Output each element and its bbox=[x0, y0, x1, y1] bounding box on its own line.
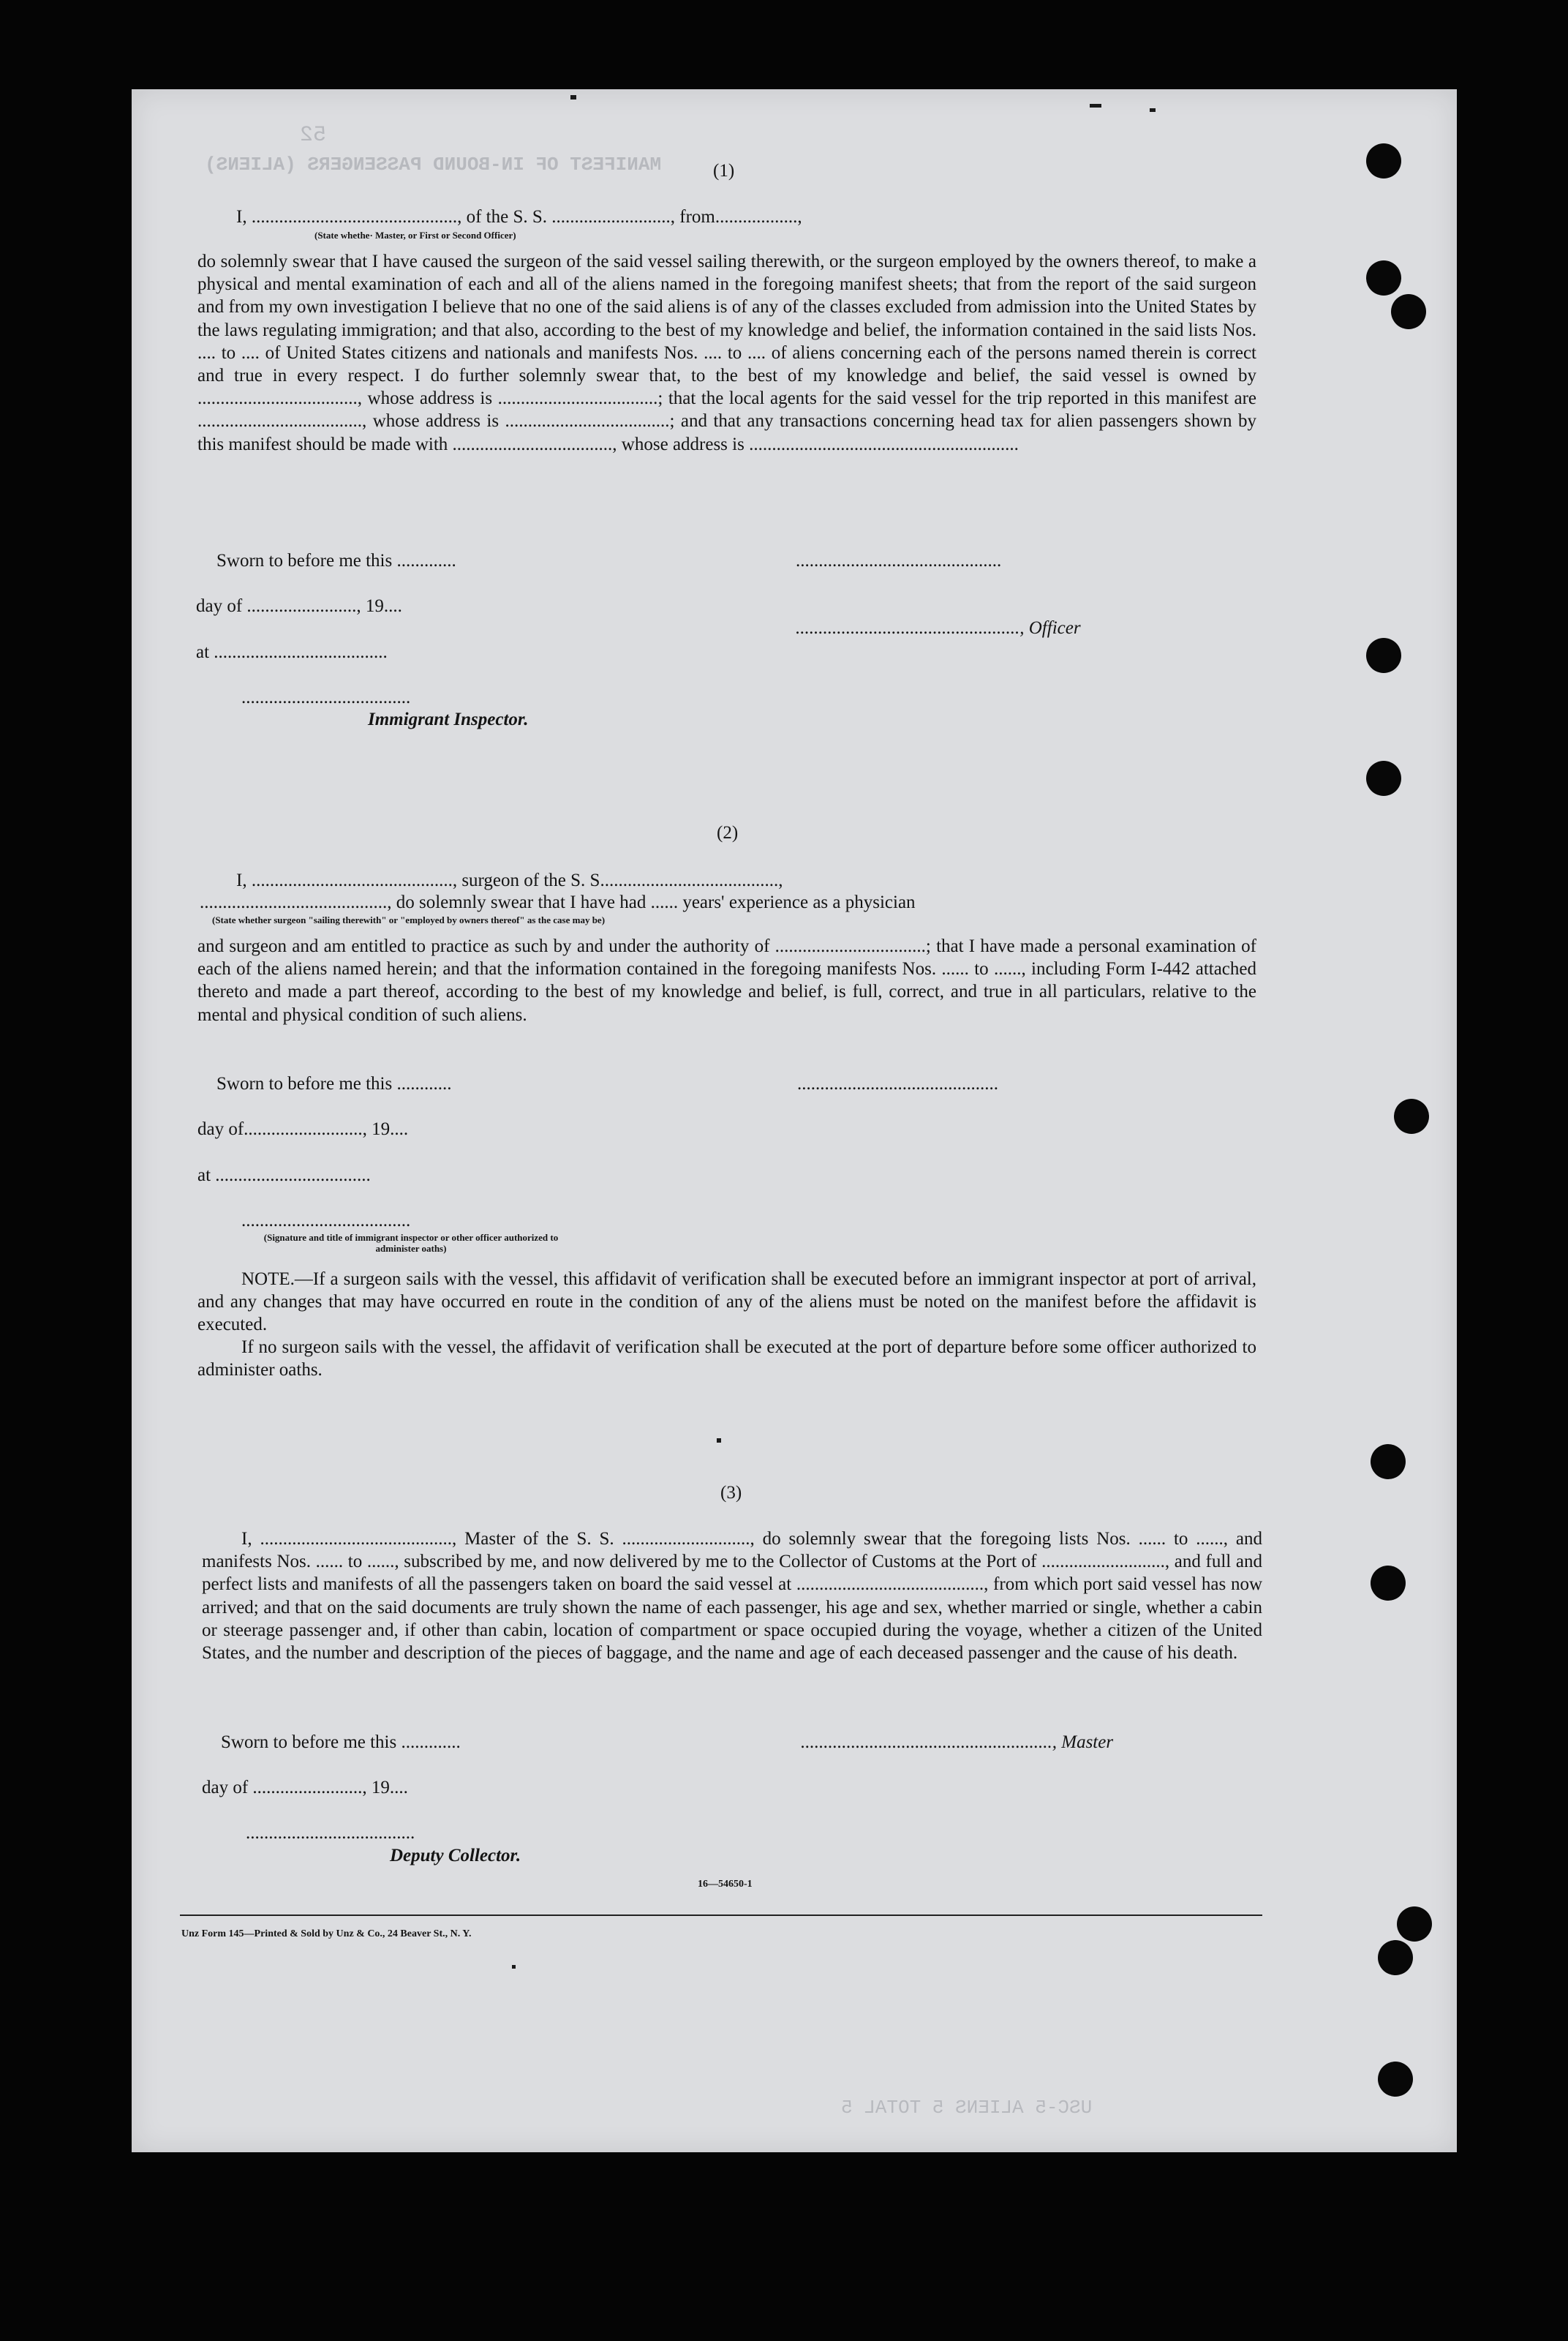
note-paragraph: NOTE.—If a surgeon sails with the vessel, this affidavit of verification shall be executed before an immigrant inspector at port of arrival, and any changes that may have occurred en route in the condition of any of the aliens must be noted on the manifest before the affidavit is executed. bbox=[197, 1269, 1256, 1335]
inspector-note: (Signature and title of immigrant inspector or other officer authorized to administer oaths) bbox=[263, 1232, 559, 1254]
bleed-through-number: 52 bbox=[300, 123, 327, 148]
surgeon-declaration-paragraph: and surgeon and am entitled to practice as such by and under the authority of .................................; that I have made a personal examination of each of the aliens named herein; and that the information contained in the foregoing manifests Nos. ...... to ......, including Form I-442 attached thereto and made a part thereof, according to the best of my knowledge and belief, is full, correct, and true in all particulars, relative to the mental and physical condition of such aliens. bbox=[197, 936, 1256, 1025]
punch-hole bbox=[1394, 1099, 1429, 1134]
sworn-line: Sworn to before me this ............. bbox=[221, 1732, 461, 1752]
printer-credit: Unz Form 145—Printed & Sold by Unz & Co., 24 Beaver St., N. Y. bbox=[181, 1928, 472, 1939]
punch-hole bbox=[1397, 1906, 1432, 1942]
officer-note: (State whethe· Master, or First or Second Officer) bbox=[314, 230, 516, 241]
scan-speck bbox=[512, 1965, 516, 1969]
punch-hole bbox=[1366, 143, 1401, 179]
punch-hole bbox=[1371, 1444, 1406, 1479]
place-line: at ...................................... bbox=[196, 642, 388, 662]
bleed-through-title: MANIFEST OF IN-BOUND PASSENGERS (ALIENS) bbox=[205, 154, 662, 176]
oath-line-2: ........................................., do solemnly swear that I have had ...... years' experience as a physician bbox=[200, 893, 916, 912]
inspector-signature-line: ..................................... bbox=[241, 688, 411, 707]
oath-line: I, ............................................., of the S. S. .........................., from.................., bbox=[236, 207, 802, 227]
master-signature-line: ......................................................., Master bbox=[801, 1732, 1114, 1752]
section-number: (2) bbox=[717, 823, 739, 843]
scan-speck bbox=[570, 95, 576, 99]
surgeon-note: (State whether surgeon "sailing therewith" or "employed by owners thereof" as the case may be) bbox=[212, 914, 606, 925]
footer-rule bbox=[180, 1914, 1262, 1916]
punch-hole bbox=[1378, 1940, 1413, 1975]
signature-line: ............................................. bbox=[796, 551, 1002, 571]
punch-hole bbox=[1391, 294, 1426, 329]
sworn-line: Sworn to before me this ............. bbox=[216, 551, 456, 571]
scan-speck bbox=[1090, 104, 1101, 108]
day-line: day of.........................., 19.... bbox=[197, 1119, 409, 1139]
signature-line: ............................................ bbox=[797, 1074, 998, 1094]
officer-line: ................................................., Officer bbox=[796, 618, 1081, 638]
scan-speck bbox=[1150, 108, 1156, 112]
scan-speck bbox=[717, 1438, 721, 1443]
bleed-through-footer: USC-5 ALIENS 5 TOTAL 5 bbox=[841, 2097, 1093, 2119]
collector-signature-line: ..................................... bbox=[246, 1823, 415, 1843]
inspector-signature-line: ..................................... bbox=[241, 1211, 411, 1230]
sworn-line: Sworn to before me this ............ bbox=[216, 1074, 452, 1094]
section-number: (1) bbox=[713, 161, 735, 181]
inspector-label: Immigrant Inspector. bbox=[368, 710, 529, 729]
punch-hole bbox=[1378, 2062, 1413, 2097]
form-code: 16—54650-1 bbox=[698, 1879, 753, 1890]
note-paragraph-2: If no surgeon sails with the vessel, the affidavit of verification shall be executed at the port of departure before some officer authorized to administer oaths. bbox=[197, 1337, 1256, 1380]
section-number: (3) bbox=[720, 1483, 742, 1503]
oath-line: I, ............................................, surgeon of the S. S......................................., bbox=[236, 871, 783, 890]
punch-hole bbox=[1366, 761, 1401, 796]
place-line: at .................................. bbox=[197, 1165, 371, 1185]
master-declaration-paragraph: I, .........................................., Master of the S. S. ............................, do solemnly swear that the foregoing lists Nos. ...... to ......, and manifests Nos. ...... to ......, subscribed by me, and now delivered by me to the Collector of Customs at the Port of ..........................., and full and perfect lists and manifests of all the passengers taken on board the said vessel at ........................................., from which port said vessel has now arrived; and that on the said documents are truly shown the name of each passenger, his age and sex, whether married or single, whether a cabin or steerage passenger and, if other than cabin, location of compartment or space occupied during the voyage, whether a citizen of the United States, and the number and description of the pieces of baggage, and the name and age of each deceased passenger and the cause of his death. bbox=[202, 1529, 1262, 1664]
punch-hole bbox=[1366, 638, 1401, 673]
declaration-paragraph: do solemnly swear that I have caused the surgeon of the said vessel sailing therewith, or the surgeon employed by the owners thereof, to make a physical and mental examination of each and all of the aliens named in the foregoing manifest sheets; that from the report of the said surgeon and from my own investigation I believe that no one of the said aliens is of any of the classes excluded from admission into the United States by the laws regulating immigration; and that also, according to the best of my knowledge and belief, the information contained in the said lists Nos. .... to .... of United States citizens and nationals and manifests Nos. .... to .... of aliens concerning each of the persons named therein is correct and true in every respect. I do further solemnly swear that, to the best of my knowledge and belief, the said vessel is owned by ..................................., whose address is ...................................; that the local agents for the said vessel for the trip reported in this manifest are ...................................., whose address is ....................................; and that any transactions concerning head tax for alien passengers shown by this manifest should be made with ..................................., whose address is ........................................................... bbox=[197, 252, 1256, 454]
punch-hole bbox=[1366, 260, 1401, 296]
day-line: day of ........................, 19.... bbox=[202, 1778, 408, 1797]
collector-label: Deputy Collector. bbox=[390, 1846, 521, 1865]
day-line: day of ........................, 19.... bbox=[196, 596, 402, 616]
punch-hole bbox=[1371, 1566, 1406, 1601]
